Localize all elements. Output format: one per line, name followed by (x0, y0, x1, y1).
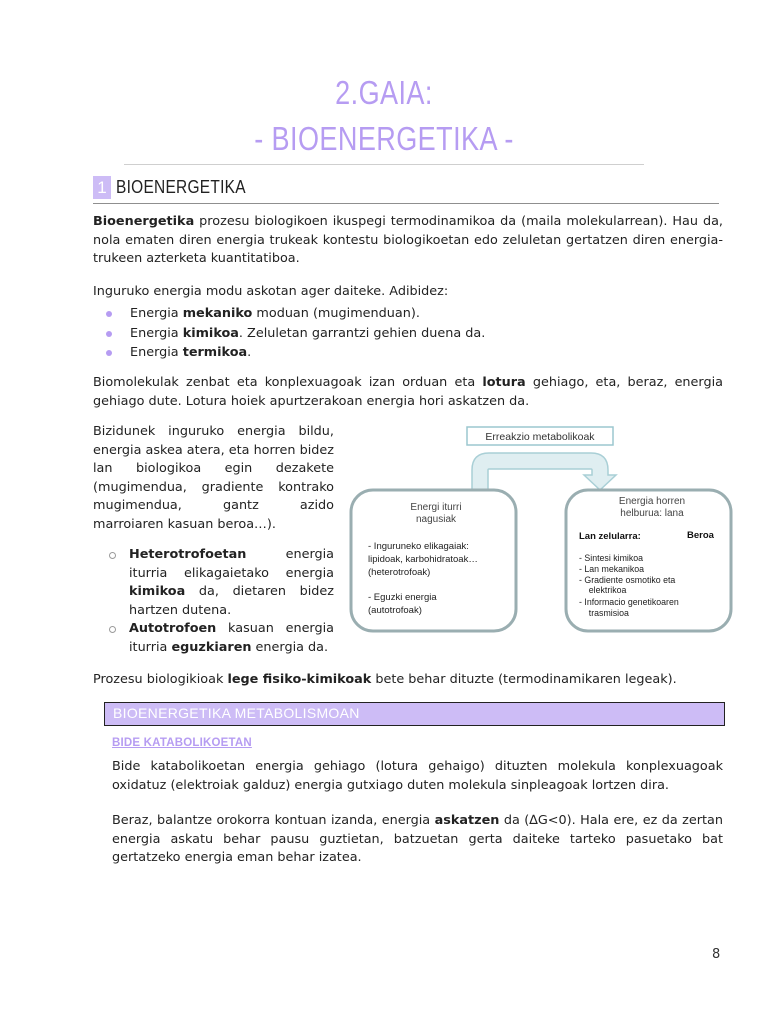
left-line: (heterotrofoak) (368, 567, 431, 578)
left-line: - Inguruneko elikagaiak: (368, 541, 469, 552)
list-item: Heterotrofoetan energia iturria elikagaietako energia kimikoa da, dietaren bidez hartzen dutena. (108, 546, 334, 620)
metabolism-heading-box (104, 702, 725, 726)
right-line: elektrikoa (579, 585, 627, 595)
left-box-title-2: nagusiak (415, 514, 457, 525)
intro-paragraph (93, 213, 723, 269)
right-line: - Sintesi kimikoa (579, 553, 644, 563)
work-label: Lan zelularra: (579, 531, 641, 542)
section-number: 1 (93, 176, 111, 199)
page-title: 2.GAIA: (335, 74, 433, 111)
laws-paragraph: Prozesu biologikioak lege fisiko-kimikoak bete behar dituzte (termodinamikaren legeak). (93, 672, 677, 687)
right-line: trasmisioa (579, 608, 629, 618)
list-item: Autotrofoen kasuan energia iturria eguzkiaren energia da. (108, 620, 334, 657)
right-line: - Gradiente osmotiko eta (579, 575, 676, 585)
left-line: (autotrofoak) (368, 605, 422, 616)
list-item: Energia kimikoa. Zeluletan garrantzi gehien duena da. (93, 324, 485, 344)
forms-lead: Inguruko energia modu askotan ager daiteke. Adibidez: (93, 284, 449, 299)
right-box-title-2: helburua: lana (620, 508, 684, 519)
catabolic-paragraph-2: Beraz, balantze orokorra kontuan izanda, energia askatzen da (∆G<0). Hala ere, ez da zertan energia askatu behar pausu guztietan, batzuetan gerta daiteke tarteko pasuetako bat gertatzeko energia eman behar izatea. (112, 813, 723, 865)
metabolic-reactions-diagram (346, 422, 736, 638)
list-item: Energia termikoa. (93, 343, 485, 363)
list-item: Energia mekaniko moduan (mugimenduan). (93, 304, 485, 324)
diagram-header: Erreakzio metabolikoak (485, 431, 595, 443)
section-title: BIOENERGETIKA (116, 177, 246, 197)
left-box-title-1: Energi iturri (410, 502, 462, 513)
page-subtitle: - BIOENERGETIKA - (254, 120, 514, 157)
right-line: - Informacio genetikoaren (579, 597, 679, 607)
intro-term: Bioenergetika (93, 214, 195, 229)
right-line: - Lan mekanikoa (579, 564, 645, 574)
catabolic-paragraph-1: Bide katabolikoetan energia gehiago (lotura gehaigo) dituzten molekula konplexuagoak oxidatuz (elektroiak galduz) energia gutxiago duten molekula sinpleagoak lortzen dira. (112, 759, 723, 793)
page-number: 8 (712, 947, 721, 962)
section-heading (93, 175, 719, 204)
metabolism-heading: BIOENERGETIKA METABOLISMOAN (113, 705, 360, 721)
catabolic-heading: BIDE KATABOLIKOETAN (112, 737, 252, 749)
left-line: lipidoak, karbohidratoak… (368, 554, 478, 565)
heat-label: Beroa (687, 530, 714, 541)
intro-text: prozesu biologikoen ikuspegi termodinamikoa da (maila molekularrean). Hau da, nola ematen diren energia trukeak kontestu biologikoetan edo zeluletan gertatzen diren energia-trukeen azterketa kuantitatiboa. (93, 214, 723, 266)
energy-source-list (108, 546, 334, 658)
title-divider (124, 164, 644, 165)
energy-forms-list (93, 304, 485, 363)
living-beings-paragraph: Bizidunek inguruko energia bildu, energia askea atera, eta horren bidez lan biologikoa egin dezakete (mugimendua, gradiente kontrako mugimendua, gantz azido marroiaren kasuan beroa…). (93, 424, 334, 532)
left-line: - Eguzki energia (368, 592, 437, 603)
biomolecules-paragraph: Biomolekulak zenbat eta konplexuagoak izan orduan eta lotura gehiago, eta, beraz, energia gehiago dute. Lotura hoiek apurtzerakoan energia hori askatzen da. (93, 375, 723, 409)
right-box-title-1: Energia horren (618, 496, 686, 507)
